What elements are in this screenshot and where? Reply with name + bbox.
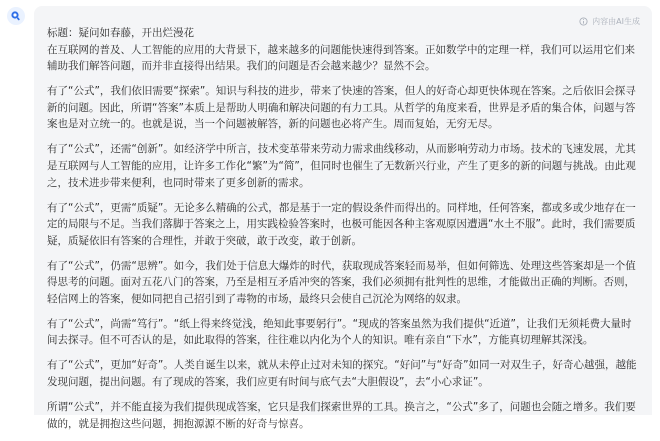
article-paragraph: 有了“公式”，我们依旧需要“探索”。知识与科技的进步，带来了快速的答案，但人的好奇心却更快体现在答案。之后依旧会探寻新的问题。因此，所谓“答案”本质上是帮助人明确和解决问题的有力工具。从哲学的角度来看，世界是矛盾的集合体，问题与答案也是对立统一的。也就是说，当一个问题被解答，新的问题也必将产生。周而复始，无穷无尽。: [47, 85, 636, 131]
assistant-logo-icon: [10, 10, 22, 22]
article-paragraph: 有了“公式”，尚需“笃行”。“纸上得来终觉浅，绝知此事要躬行”。“现成的答案虽然为我们提供“近道”，让我们无须耗费大量时间去探寻。但不可否认的是，如此取得的答案，往往难以内化为个人的知识。唯有亲自“下水”，方能真切理解其深浅。: [47, 317, 632, 347]
article-intro: 在互联网的普及、人工智能的应用的大背景下，越来越多的问题能快速得到答案。正如数学中的定理一样，我们可以运用它们来辅助我们解答问题，而并非直接得出结果。我们的问题是否会越来越少？显然不会。: [47, 43, 635, 73]
ai-generated-label: 内容由AI生成: [592, 17, 640, 26]
article-paragraph: 有了“公式”，还需“创新”。如经济学中所言，技术变革带来劳动力需求曲线移动，从而影响劳动力市场。技术的飞速发展，尤其是互联网与人工智能的应用，让许多工作化“繁”为“简”，但同时也催生了无数新兴行业，产生了更多的新的问题与挑战。由此观之，技术进步带来便利，也同时带来了更多创新的需求。: [47, 143, 636, 189]
ai-avatar: [7, 7, 25, 25]
answer-card: [34, 6, 652, 430]
article-paragraph: 有了“公式”，更需“质疑”。无论多么精确的公式，都是基于一定的假设条件而得出的。同样地，任何答案，都或多或少地存在一定的局限与不足。当我们落脚于答案之上，用实践检验答案时，也极可能因各种主客观原因遭遇“水土不服”。此时，我们需要质疑，质疑依旧有答案的合理性，并敢于突破，敢于改变，敢于创新。: [47, 201, 636, 247]
article-title: 标题：疑问如春藤，开出烂漫花: [47, 27, 194, 39]
article-paragraph: 有了“公式”，更加“好奇”。人类自诞生以来，就从未停止过对未知的探究。“好问”与“好奇”如同一对双生子，好奇心越强，越能发现问题，提出问题。有了现成的答案，我们应更有时间与底气去“大胆假设”，去“小心求证”。: [47, 359, 637, 389]
article-paragraph: 所谓“公式”，并不能直接为我们提供现成答案，它只是我们探索世界的工具。换言之，“公式”多了，问题也会随之增多。我们要做的，就是拥抱这些问题，拥抱源源不断的好奇与惊喜。: [47, 401, 636, 430]
answer-text: [47, 25, 638, 441]
article-paragraph: 有了“公式”，仍需“思辨”。如今，我们处于信息大爆炸的时代，获取现成答案轻而易举，但如何筛选、处理这些答案却是一个值得思考的问题。面对五花八门的答案，乃至是相互矛盾冲突的答案，我们必须拥有批判性的思维，才能做出正确的判断。否则，轻信网上的答案，便如同把自己招引到了毒物的市场，最终只会使自己沉沦为网络的奴隶。: [47, 259, 636, 305]
